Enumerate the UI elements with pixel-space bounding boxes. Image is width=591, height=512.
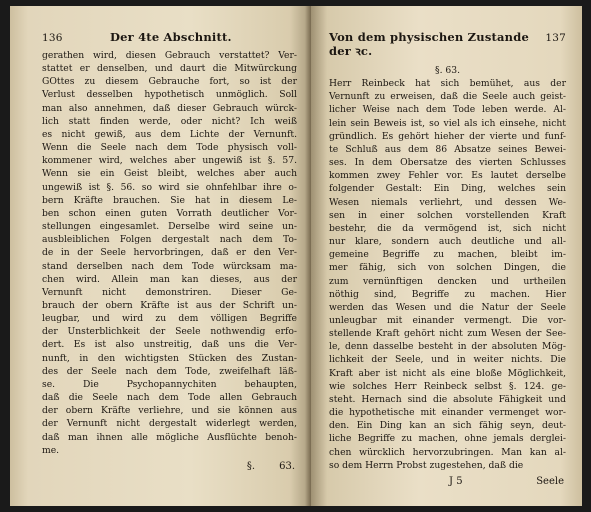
text-line: es nicht gewiß, aus dem Lichte der Vernunft. <box>42 128 297 140</box>
text-line: Wenn sie ein Geist bleibt, welches aber auch <box>42 168 297 180</box>
text-line: gemeine Begriffe zu machen, bleibt im- <box>329 249 566 261</box>
text-line: gründlich. Es gehört hieher der vierte und funf- <box>329 130 566 142</box>
text-line: le, denn dasselbe besteht in der absoluten Mög- <box>329 341 566 353</box>
text-line: mer fähig, sich von solchen Dingen, die <box>329 262 566 274</box>
text-line: lein sein Beweis ist, so viel als ich einsehe, nicht <box>329 117 566 129</box>
text-line: Wenn die Seele nach dem Tode physisch voll- <box>42 142 297 154</box>
text-line: chen wird. Allein man kan dieses, aus der <box>42 273 297 285</box>
text-line: Wesen niemals verliehrt, und dessen We- <box>329 196 566 208</box>
right-catchword <box>329 476 566 487</box>
text-line: ses. In dem Obersatze des vierten Schlusses <box>329 157 566 169</box>
text-line: Kraft aber ist nicht als eine bloße Möglichkeit, <box>329 367 566 379</box>
text-line: Verlust desselben hypothetisch unmöglich. Soll <box>42 89 297 101</box>
text-line: stattet er denselben, und daurt die Mitwürckung <box>42 63 297 75</box>
text-line: nunft, in den wichtigsten Stücken des Zustan- <box>42 352 297 364</box>
left-catchword-section: §. <box>246 460 256 472</box>
left-page-header <box>42 30 297 44</box>
right-page-header <box>329 30 566 59</box>
text-line: brauch der obern Kräfte ist aus der Schrift un- <box>42 299 297 311</box>
text-line: dert. Es ist also unstreitig, daß uns die Ver- <box>42 339 297 351</box>
right-page-number: 137 <box>545 32 566 44</box>
right-page-text <box>329 64 566 472</box>
text-line: des der Seele nach dem Tode, zweifelhaft läß- <box>42 365 297 377</box>
text-line: der Unsterblichkeit der Seele nothwendig erfo- <box>42 326 297 338</box>
text-line: stand derselben nach dem Tode würcksam ma- <box>42 260 297 272</box>
text-line: nur klare, sondern auch deutliche und all- <box>329 236 566 248</box>
text-line: lichkeit der Seele, und in weiter nichts. Die <box>329 354 566 366</box>
text-line: so dem Herrn Probst zugestehen, daß die <box>329 459 524 471</box>
text-line: sen in einer solchen vorstellenden Kraft <box>329 209 566 221</box>
text-line: wie solches Herr Reinbeck selbst §. 124. ge- <box>329 380 566 392</box>
text-line: lich statt finden werde, oder nicht? Ich weiß <box>42 115 297 127</box>
text-line: daß man ihnen alle mögliche Ausflüchte benoh- <box>42 431 297 443</box>
text-line: folgender Gestalt: Ein Ding, welches sein <box>329 183 566 195</box>
text-line: zum vernünftigen dencken und urtheilen <box>329 275 566 287</box>
text-line: Herr Reinbeck hat sich bemühet, aus der <box>329 78 566 90</box>
left-running-head: Der 4te Abschnitt. <box>109 30 232 44</box>
text-line: stellungen eingesamlet. Derselbe wird seine un- <box>42 221 297 233</box>
text-line: te Schluß aus dem 86 Absatze seines Bewei- <box>329 143 566 155</box>
text-line: daß die Seele nach dem Tode allen Gebrauch <box>42 392 297 404</box>
section-heading: §. 63. <box>434 65 461 76</box>
text-line: unleugbar mit einander vermengt. Die vor- <box>329 314 566 326</box>
text-line: liche Begriffe zu machen, ohne jemals derglei- <box>329 433 566 445</box>
left-page <box>10 6 311 506</box>
left-catchword <box>42 461 297 472</box>
text-line: de in der Seele hervorbringen, daß er den Ver- <box>42 247 297 259</box>
signature-mark: J 5 <box>449 475 463 487</box>
text-line: gerathen wird, diesen Gebrauch verstattet? Ver- <box>42 50 297 61</box>
text-line: die hypothetische mit einander vermenget wor- <box>329 407 566 419</box>
text-line: den. Ein Ding kan an sich fähig seyn, deut- <box>329 420 566 432</box>
text-line: se. Die Psychopannychiten behaupten, <box>42 378 297 390</box>
text-line: nöthig sind, Begriffe zu machen. Hier <box>329 288 566 300</box>
text-line: der Vernunft nicht dergestalt widerlegt werden, <box>42 418 297 430</box>
text-line: GOttes zu diesem Gebrauche fort, so ist der <box>42 76 297 88</box>
left-catchword-number: 63. <box>279 460 295 472</box>
text-line: leugbar, und wird zu dem völligen Begriffe <box>42 313 297 325</box>
left-page-number: 136 <box>42 32 63 44</box>
text-line: ungewiß ist §. 56. so wird sie ohnfehlbar ihre o- <box>42 181 297 193</box>
right-catchword-word: Seele <box>536 475 564 487</box>
text-line: kommener wird, welches aber ungewiß ist §. 57. <box>42 155 297 167</box>
text-line: licher Weise nach dem Tode leben werde. Al- <box>329 104 566 116</box>
text-line: chen würcklich hervorzubringen. Man kan al- <box>329 446 566 458</box>
text-line: me. <box>42 444 60 456</box>
right-page <box>311 6 582 506</box>
text-line: der obern Kräfte verliehre, und sie können aus <box>42 405 297 417</box>
right-running-head: Von dem physischen Zustande der ꝛc. <box>329 30 529 58</box>
text-line: bestehr, die da vermögend ist, sich nicht <box>329 222 566 234</box>
text-line: bern Kräfte brauchen. Sie hat in diesem Le- <box>42 194 297 206</box>
text-line: Vernunft zu erweisen, daß die Seele auch geist- <box>329 91 566 103</box>
text-line: stellende Kraft gehört nicht zum Wesen der See- <box>329 328 566 340</box>
text-line: Vernunft nicht demonstriren. Dieser Ge- <box>42 286 297 298</box>
text-line: werden das Wesen und die Natur der Seele <box>329 301 566 313</box>
text-line: man also annehmen, daß dieser Gebrauch würck- <box>42 102 297 114</box>
left-page-text <box>42 49 297 457</box>
text-line: ausbleiblichen Folgen dergestalt nach dem To- <box>42 234 297 246</box>
text-line: steht. Hernach sind die absolute Fähigkeit und <box>329 393 566 405</box>
text-line: ben schon einen guten Vorrath deutlicher Vor- <box>42 207 297 219</box>
text-line: kommen zwey Fehler vor. Es lautet derselbe <box>329 170 566 182</box>
